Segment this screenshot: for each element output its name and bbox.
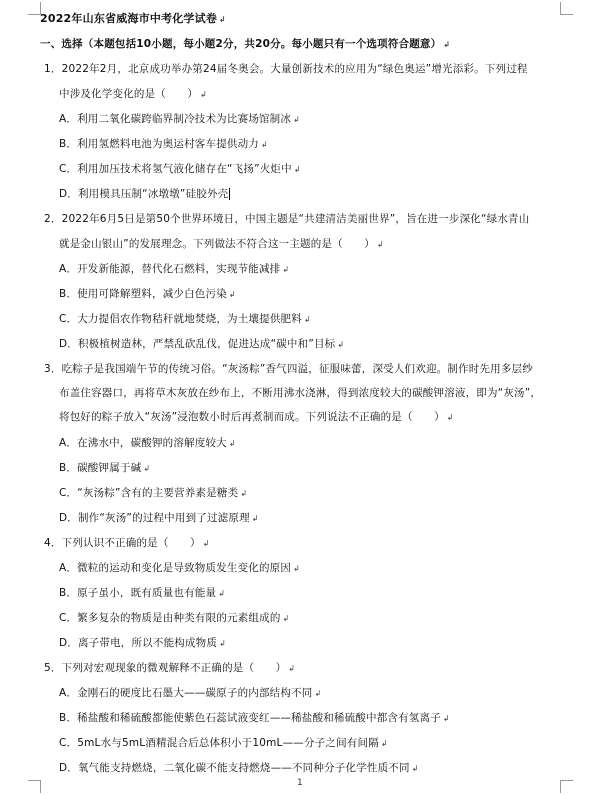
question-1-option-a[interactable]: A．利用二氧化碳跨临界制冷技术为比赛场馆制冰 ↲ (59, 113, 300, 125)
question-2-option-c[interactable]: C．大力提倡农作物秸秆就地焚烧，为土壤提供肥料 ↲ (59, 313, 311, 325)
question-4-line-1[interactable]: 4．下列认识不正确的是（ ） ↲ (44, 537, 210, 549)
question-2-option-d[interactable]: D．积极植树造林，严禁乱砍乱伐，促进达成“碳中和”目标 ↲ (59, 338, 345, 350)
question-3-line-3[interactable]: 将包好的粽子放入“灰汤”浸泡数小时后再煮制而成。下列说法不正确的是（ ） ↲ (59, 411, 454, 423)
question-3-line-2[interactable]: 布盖住容器口，再将草木灰放在纱布上，不断用沸水浇淋，得到浓度较大的碳酸钾溶液，即为“灰汤”， (59, 387, 542, 399)
question-4-option-a[interactable]: A．微粒的运动和变化是导致物质发生变化的原因 ↲ (59, 562, 300, 574)
question-1-option-d[interactable]: D．利用模具压制“冰墩墩”硅胶外壳 (59, 188, 229, 200)
question-1-option-c[interactable]: C．利用加压技术将氢气液化储存在“飞扬”火炬中 ↲ (59, 163, 301, 175)
section-heading[interactable]: 一、选择（本题包括10小题，每小题2分，共20分。每小题只有一个选项符合题意） ↲ (40, 38, 451, 50)
question-3-option-d[interactable]: D．制作“灰汤”的过程中用到了过滤原理 ↲ (59, 512, 259, 524)
question-2-option-b[interactable]: B．使用可降解塑料，减少白色污染 ↲ (59, 288, 236, 300)
question-3-option-a[interactable]: A．在沸水中，碳酸钾的溶解度较大 ↲ (59, 437, 236, 449)
question-4-option-d[interactable]: D．离子带电，所以不能构成物质 ↲ (59, 637, 226, 649)
question-3-option-c[interactable]: C．“灰汤粽”含有的主要营养素是糖类 ↲ (59, 487, 248, 499)
question-2-option-a[interactable]: A．开发新能源，替代化石燃料，实现节能减排 ↲ (59, 263, 290, 275)
exam-title[interactable]: 2022年山东省威海市中考化学试卷 ↲ (40, 12, 226, 25)
question-2-line-1[interactable]: 2．2022年6月5日是第50个世界环境日，中国主题是“共建清洁美丽世界”，旨在进一步深化“绿水青山 (44, 213, 530, 225)
question-5-option-c[interactable]: C．5mL水与5mL酒精混合后总体积小于10mL——分子之间有间隔 ↲ (59, 737, 388, 749)
page-number: 1 (297, 778, 303, 788)
question-5-line-1[interactable]: 5．下列对宏观现象的微观解释不正确的是（ ） ↲ (44, 662, 296, 674)
question-3-line-1[interactable]: 3．吃粽子是我国端午节的传统习俗。“灰汤粽”香气四溢，征服味蕾，深受人们欢迎。制作时先用多层纱 (44, 363, 533, 375)
question-1-line-1[interactable]: 1．2022年2月，北京成功举办第24届冬奥会。大量创新技术的应用为“绿色奥运”增光添彩。下列过程 (44, 63, 528, 75)
question-4-option-b[interactable]: B．原子虽小，既有质量也有能量 ↲ (59, 587, 226, 599)
question-2-line-2[interactable]: 就是金山银山”的发展理念。下列做法不符合这一主题的是（ ） ↲ (59, 238, 384, 250)
page-corner-mark (560, 780, 573, 793)
question-4-option-c[interactable]: C．繁多复杂的物质是由种类有限的元素组成的 ↲ (59, 612, 290, 624)
question-1-line-2[interactable]: 中涉及化学变化的是（ ） ↲ (59, 88, 208, 100)
question-5-option-d[interactable]: D．氧气能支持燃烧，二氧化碳不能支持燃烧——不同种分子化学性质不同 ↲ (59, 762, 419, 774)
question-1-option-b[interactable]: B．利用氢燃料电池为奥运村客车提供动力 ↲ (59, 138, 268, 150)
question-5-option-b[interactable]: B．稀盐酸和稀硫酸都能使紫色石蕊试液变红——稀盐酸和稀硫酸中都含有氢离子 ↲ (59, 712, 450, 724)
page-corner-mark (560, 2, 573, 15)
question-5-option-a[interactable]: A．金刚石的硬度比石墨大——碳原子的内部结构不同 ↲ (59, 687, 322, 699)
page-corner-mark (28, 780, 41, 793)
question-3-option-b[interactable]: B．碳酸钾属于碱 ↲ (59, 462, 151, 474)
text-cursor (229, 188, 230, 200)
